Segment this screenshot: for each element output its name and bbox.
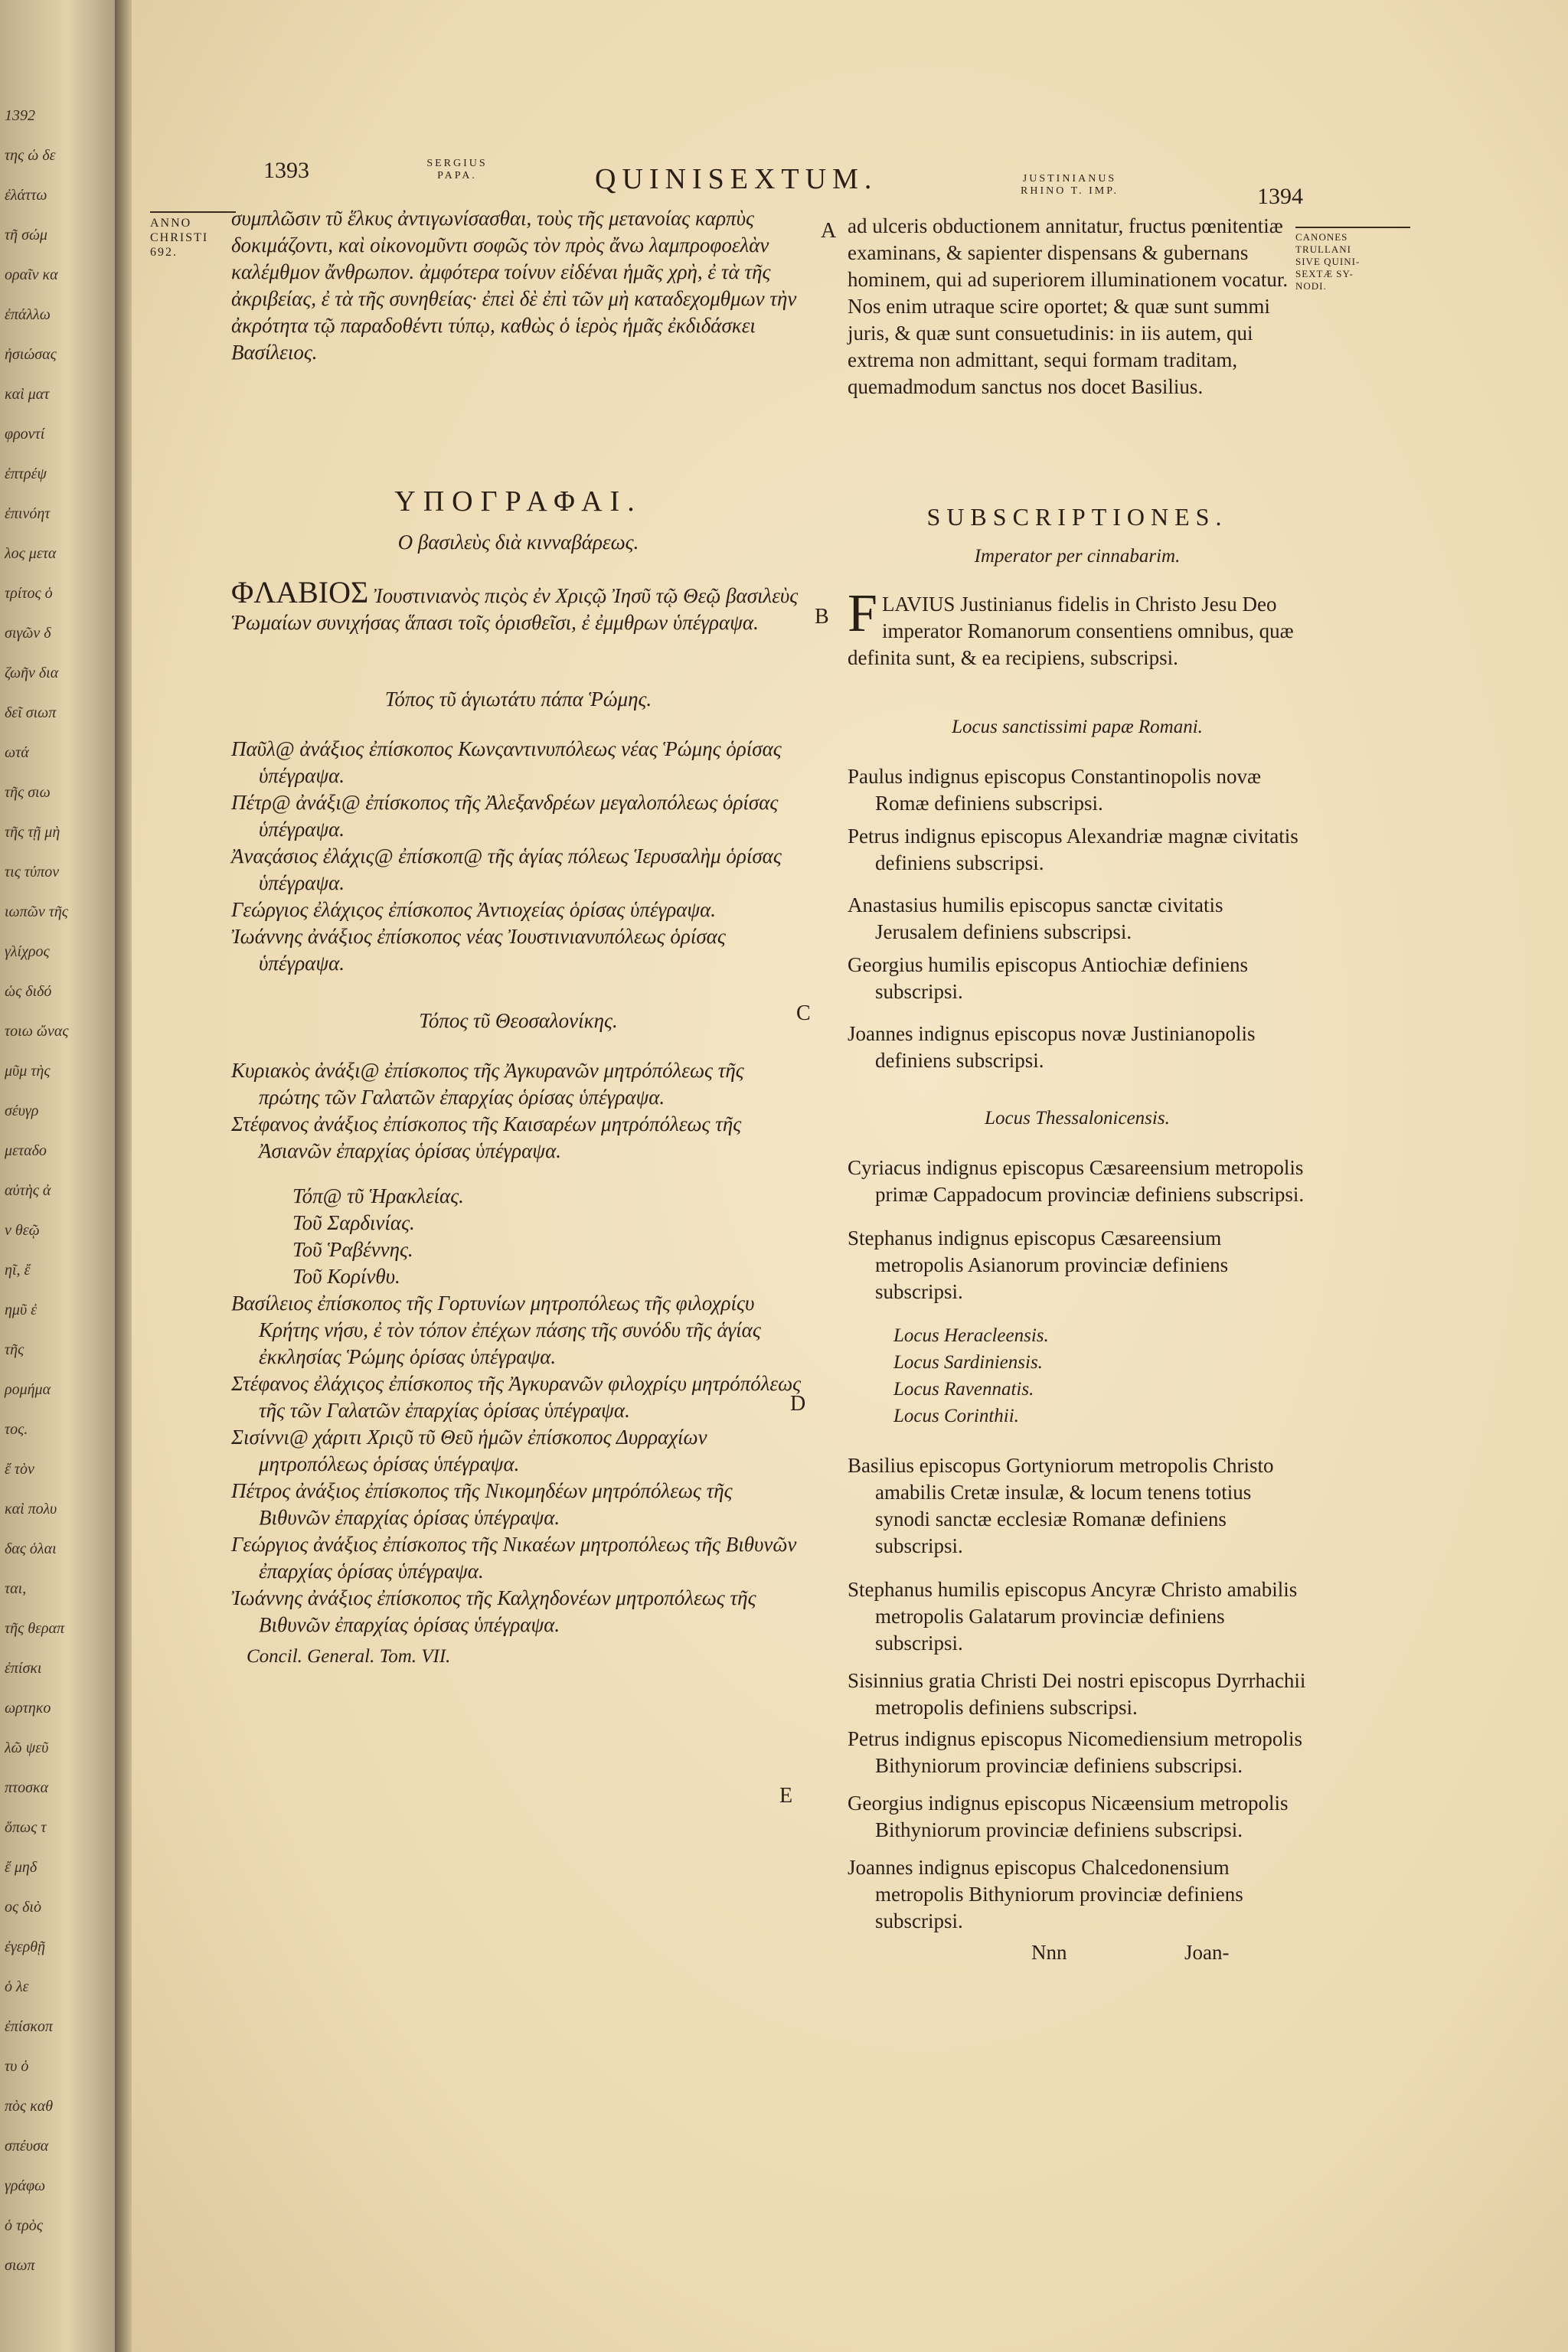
page-number-left: 1393	[263, 158, 309, 183]
gutter-fragment: οραῖν κα	[5, 266, 58, 283]
gutter-fragment: σπέυσα	[5, 2138, 49, 2154]
latin-locus-ravenna: Locus Ravennatis.	[893, 1379, 1034, 1400]
gutter-fragment: ὁ λε	[5, 1978, 29, 1995]
header-sergius	[419, 158, 495, 182]
marker-e: E	[779, 1784, 793, 1808]
signature-mark: Nnn	[1031, 1941, 1067, 1964]
gutter-fragment: τῆς θεραπ	[5, 1620, 65, 1637]
gutter-fragment: σέυγρ	[5, 1102, 39, 1119]
gutter-fragment: τις τύπον	[5, 864, 60, 880]
gutter-fragment: δεῖ σιωπ	[5, 704, 57, 721]
gutter-fragment: τῆς	[5, 1341, 24, 1358]
latin-title: SUBSCRIPTIONES.	[926, 503, 1228, 531]
latin-sub-6: Cyriacus indignus episcopus Cæsareensium metropolis primæ Cappadocum provinciæ definiens subscripsi.	[848, 1156, 1305, 1206]
header-sergius-title: PAPA.	[437, 170, 477, 181]
gutter-fragment: αὐτὴς ἀ	[5, 1182, 51, 1199]
gutter-fragment: ται,	[5, 1580, 27, 1597]
gutter-fragment: γράφω	[5, 2177, 46, 2194]
gutter-fragment: ἔ τὸν	[5, 1461, 34, 1478]
greek-sub-6: Κυριακὸς ἀνάξι@ ἐπίσκοπος τῆς Ἀγκυρανῶν μητρόπόλεως τῆς πρώτης τῶν Γαλατῶν ἐπαρχίας ὁρίσας ὑπέγραψα.	[231, 1059, 744, 1109]
greek-sub-9: Στέφανος ἐλάχιςος ἐπίσκοπος τῆς Ἀγκυρανῶν φιλοχρίςυ μητρόπόλεως τῆς τῶν Γαλατῶν ἐπαρχίας ὁρίσας ὑπέγραψα.	[231, 1372, 802, 1422]
marker-c: C	[796, 1001, 811, 1025]
greek-sub-10: Σισίννι@ χάριτι Χριςῦ τῦ Θεῦ ἡμῶν ἐπίσκοπος Δυρραχίων μητροπόλεως ὁρίσας ὑπέγραψα.	[231, 1426, 707, 1475]
gutter-fragment: τρίτος ὁ	[5, 585, 53, 602]
header-justinianus-name: JUSTINIANUS	[1022, 173, 1117, 185]
greek-sub-5: Ἰωάννης ἀνάξιος ἐπίσκοπος νέας Ἰουστινιανυπόλεως ὁρίσας ὑπέγραψα.	[231, 925, 726, 975]
book-fold	[115, 0, 132, 2352]
gutter-fragment: ρομήμα	[5, 1381, 51, 1398]
latin-sub-10: Sisinnius gratia Christi Dei nostri episcopus Dyrrhachii metropolis definiens subscripsi.	[848, 1669, 1306, 1719]
margin-rule-left	[150, 211, 236, 213]
gutter-fragment: ζωῆν δια	[5, 665, 59, 681]
gutter-fragment: σιωπ	[5, 2257, 35, 2274]
latin-sub-12: Georgius indignus episcopus Nicæensium metropolis Bithyniorum provinciæ definiens subscripsi.	[848, 1792, 1289, 1841]
gutter-fragment: ἐγερθῇ	[5, 1939, 45, 1955]
marker-b: B	[815, 605, 829, 629]
greek-subscriptions-rome	[231, 736, 805, 977]
greek-sub-1: Παῦλ@ ἀνάξιος ἐπίσκοπος Κωνςαντινυπόλεως νέας Ῥώμης ὁρίσας ὑπέγραψα.	[231, 737, 782, 787]
greek-locus-sardinia: Τοῦ Σαρδινίας.	[292, 1211, 415, 1234]
margin-anno: ANNO	[150, 217, 192, 230]
latin-sub-13: Joannes indignus episcopus Chalcedonensium metropolis Bithyniorum provinciæ definiens subscripsi.	[848, 1856, 1243, 1932]
gutter-fragment: σιγῶν δ	[5, 625, 51, 642]
gutter-fragment: γλίχρος	[5, 943, 50, 960]
greek-sub-13: Ἰωάννης ἀνάξιος ἐπίσκοπος τῆς Καλχηδονέων μητροπόλεως τῆς Βιθυνῶν ἐπαρχίας ὁρίσας ὑπέγραψα.	[231, 1586, 756, 1636]
greek-subscriptions-thess	[231, 1057, 805, 1165]
gutter-fragment: ἔ μηδ	[5, 1859, 38, 1876]
gutter-fragment: φροντί	[5, 426, 45, 443]
gutter-fragment: τοιω ὤνας	[5, 1023, 69, 1040]
gutter-fragment: μῦμ τὴς	[5, 1063, 51, 1080]
gutter-fragment: ὁ τρὸς	[5, 2217, 43, 2234]
latin-column	[848, 213, 1307, 1970]
greek-sub-8: Βασίλειος ἐπίσκοπος τῆς Γορτυνίων μητροπόλεως τῆς φιλοχρίςυ Κρήτης νήσυ, ἐ τὸν τόπον ἐπέχων πάσης τῆς συνόδυ τῆς ἁγίας ἐκκλησίας Ῥώμης ὁρίσας ὑπέγραψα.	[231, 1292, 761, 1368]
latin-sub-8: Basilius episcopus Gortyniorum metropolis Christo amabilis Cretæ insulæ, & locum tenens totius synodi sanctæ ecclesiæ Romanæ definiens subscripsi.	[848, 1454, 1274, 1557]
gutter-fragment: ἐπτρέψ	[5, 466, 47, 482]
margin-christi: CHRISTI	[150, 231, 209, 244]
margin-nodi: NODI.	[1295, 280, 1327, 292]
latin-sub-7: Stephanus indignus episcopus Cæsareensium metropolis Asianorum provinciæ definiens subscripsi.	[848, 1227, 1229, 1303]
margin-year: 692.	[150, 246, 178, 259]
gutter-fragment: τῆς τῇ μὴ	[5, 824, 60, 841]
latin-flavius-text: LAVIUS Justinianus fidelis in Christo Jesu Deo imperator Romanorum consentiens omnibus, quæ definita sunt, & ea recipiens, subscripsi.	[848, 593, 1294, 669]
latin-locus-rome: Locus sanctissimi papæ Romani.	[952, 717, 1203, 737]
greek-subscriptions-rest	[231, 1290, 805, 1638]
gutter-fragment: τῆς σιω	[5, 784, 51, 801]
gutter-fragment: τος.	[5, 1421, 28, 1438]
gutter-fragment: δας ὁλαι	[5, 1540, 57, 1557]
gutter-fragment: ἐπάλλω	[5, 306, 51, 323]
gutter-fragment: ἐπίσκοπ	[5, 2018, 53, 2035]
catchword: Joan-	[1184, 1941, 1230, 1964]
gutter-fragment: ωρτηκο	[5, 1700, 51, 1717]
gutter-fragment: 1392	[5, 107, 35, 124]
margin-sive-quini: SIVE QUINI-	[1295, 256, 1361, 267]
marker-d: D	[790, 1392, 806, 1416]
gutter-fragment: πὸς καθ	[5, 2098, 54, 2115]
latin-flavius	[848, 584, 1307, 706]
latin-locus-thess: Locus Thessalonicensis.	[985, 1108, 1170, 1129]
latin-sub-4: Georgius humilis episcopus Antiochiæ definiens subscripsi.	[848, 953, 1248, 1003]
gutter-fragment: ιωπῶν τῆς	[5, 903, 68, 920]
gutter-fragment: καὶ ματ	[5, 386, 50, 403]
latin-flavius-dropcap: F	[848, 584, 877, 643]
greek-flavios-cap: ΦΛΑΒΙΟΣ	[231, 575, 369, 609]
latin-loci-list	[848, 1322, 1307, 1429]
margin-note-year	[150, 211, 236, 260]
latin-intro: ad ulceris obductionem annitatur, fructus pœnitentiæ examinans, & sapienter dispensans & gubernans hominem, qui ad superiorem illuminationem vocatur. Nos enim utraque scire oportet; & quæ sunt summi juris, & quæ sunt consuetudinis: in iis autem, qui extrema non admittant, sequi formam traditam, quemadmodum sanctus nos docet Basilius.	[848, 214, 1289, 398]
latin-sub-1: Paulus indignus episcopus Constantinopolis novæ Romæ definiens subscripsi.	[848, 765, 1262, 815]
margin-rule-right	[1295, 227, 1410, 228]
gutter-fragment: της ὡ δε	[5, 147, 56, 164]
gutter-fragment: ωτά	[5, 744, 29, 761]
margin-trullani: TRULLANI	[1295, 243, 1351, 255]
previous-page-gutter	[0, 0, 122, 2352]
latin-sub-5: Joannes indignus episcopus novæ Justinianopolis definiens subscripsi.	[848, 1022, 1256, 1072]
gutter-fragment: πτοσκα	[5, 1779, 49, 1796]
marker-a: A	[821, 219, 837, 243]
greek-sub-12: Γεώργιος ἀνάξιος ἐπίσκοπος τῆς Νικαέων μητροπόλεως τῆς Βιθυνῶν ἐπαρχίας ὁρίσας ὑπέγραψα.	[231, 1533, 797, 1583]
gutter-fragment: μεταδο	[5, 1142, 47, 1159]
greek-title: ΥΠΟΓΡΑΦΑΙ.	[394, 485, 642, 518]
book-page	[132, 0, 1568, 2352]
gutter-fragment: τῆ σώμ	[5, 227, 47, 243]
greek-locus-thess: Τόπος τῦ Θεοσαλονίκης.	[419, 1009, 618, 1032]
margin-sextae: SEXTÆ SY-	[1295, 268, 1354, 279]
latin-sub-3: Anastasius humilis episcopus sanctæ civitatis Jerusalem definiens subscripsi.	[848, 893, 1223, 943]
latin-page-foot	[848, 1939, 1307, 1970]
gutter-fragment: ἐλάττω	[5, 187, 47, 204]
header-justinianus	[1016, 173, 1123, 198]
greek-locus-ravenna: Τοῦ Ῥαβέννης.	[292, 1238, 413, 1261]
latin-locus-sardinia: Locus Sardiniensis.	[893, 1352, 1043, 1373]
latin-subscriptions-rest	[848, 1452, 1307, 1935]
gutter-fragment: ν θεῷ	[5, 1222, 40, 1239]
greek-flavios-text: Ἰουστινιανὸς πιςὸς ἐν Χριςῷ Ἰησῦ τῷ Θεῷ βασιλεὺς Ῥωμαίων συνιχήσας ἅπασι τοῖς ὁρισθεῖσι, ἐ ἐμμθρων ὑπέγραψα.	[231, 584, 799, 634]
greek-sub-3: Ἀναςάσιος ἐλάχις@ ἐπίσκοπ@ τῆς ἁγίας πόλεως Ἱερυσαλὴμ ὁρίσας ὑπέγραψα.	[231, 844, 782, 894]
gutter-fragment: ὅπως τ	[5, 1819, 47, 1836]
latin-subscriptions-thess	[848, 1155, 1307, 1305]
greek-sub-2: Πέτρ@ ἀνάξι@ ἐπίσκοπος τῆς Ἀλεξανδρέων μεγαλοπόλεως ὁρίσας ὑπέγραψα.	[231, 791, 779, 841]
page-number-right: 1394	[1257, 184, 1303, 209]
gutter-fragment: τυ ὁ	[5, 2058, 29, 2075]
gutter-fragment: ἐπινόητ	[5, 505, 51, 522]
greek-sub-4: Γεώργιος ἐλάχιςος ἐπίσκοπος Ἀντιοχείας ὁρίσας ὑπέγραψα.	[231, 898, 717, 921]
margin-canones: CANONES	[1295, 231, 1348, 243]
gutter-fragment: ὡς διδό	[5, 983, 52, 1000]
margin-note-canones	[1295, 227, 1410, 292]
greek-column	[231, 205, 805, 1670]
greek-loci-list	[231, 1183, 805, 1290]
header-sergius-name: SERGIUS	[426, 158, 488, 169]
greek-sub-7: Στέφανος ἀνάξιος ἐπίσκοπος τῆς Καισαρέων μητρόπόλεως τῆς Ἀσιανῶν ἐπαρχίας ὁρίσας ὑπέγραψα.	[231, 1112, 742, 1162]
gutter-fragment: ηῖ, ἔ	[5, 1262, 31, 1279]
gutter-fragment: ος διὸ	[5, 1899, 41, 1916]
latin-locus-corinth: Locus Corinthii.	[893, 1406, 1019, 1426]
greek-intro: συμπλῶσιν τῦ ἕλκυς ἀντιγωνίσασθαι, τοὺς τῆς μετανοίας καρπὺς δοκιμάζοντι, καὶ οἰκονομῦντι σοφῶς τὸν πρὸς ἄνω λαμπροφοελὰν καλέμθμον ἄνθρωπον. ἀμφότερα τοίνυν εἰδέναι ἡμᾶς χρὴ, ἐ τὰ τῆς ἀκριβείας, ἐ τὰ τῆς συνηθείας· ἐπεὶ δὲ ἐπὶ τῶν μὴ καταδεχομθμων τὴν ἀκρότητα τῷ παραδοθέντι τύπῳ, καθὼς ὁ ἱερὸς ἡμᾶς ἐκδιδάσκει Βασίλειος.	[231, 207, 797, 364]
gutter-fragment: λῶ ψεῦ	[5, 1740, 49, 1756]
gutter-fragment: λος μετα	[5, 545, 57, 562]
greek-locus-rome: Τόπος τῦ ἁγιωτάτυ πάπα Ῥώμης.	[384, 688, 652, 710]
latin-sub-11: Petrus indignus episcopus Nicomediensium metropolis Bithyniorum provinciæ definiens subscripsi.	[848, 1727, 1302, 1777]
gutter-fragment: καὶ πολυ	[5, 1501, 57, 1517]
greek-footer: Concil. General. Tom. VII.	[247, 1646, 451, 1667]
greek-locus-heraclea: Τόπ@ τῦ Ἡρακλείας.	[292, 1184, 464, 1207]
gutter-fragment: ἠσιώσας	[5, 346, 57, 363]
latin-sub-2: Petrus indignus episcopus Alexandriæ magnæ civitatis definiens subscripsi.	[848, 825, 1298, 874]
latin-sub-9: Stephanus humilis episcopus Ancyræ Christo amabilis metropolis Galatarum provinciæ definiens subscripsi.	[848, 1578, 1298, 1655]
greek-flavios	[231, 575, 805, 671]
gutter-fragment: ημῦ ἐ	[5, 1302, 38, 1318]
greek-sub-11: Πέτρος ἀνάξιος ἐπίσκοπος τῆς Νικομηδέων μητρόπόλεως τῆς Βιθυνῶν ἐπαρχίας ὁρίσας ὑπέγραψα.	[231, 1479, 733, 1529]
latin-subtitle: Imperator per cinnabarim.	[974, 546, 1181, 567]
greek-subtitle: Ο βασιλεὺς διὰ κινναβάρεως.	[397, 531, 639, 554]
latin-locus-heraclea: Locus Heracleensis.	[893, 1325, 1049, 1346]
header-justinianus-title: RHINO T. IMP.	[1021, 185, 1119, 197]
greek-locus-corinth: Τοῦ Κορίνθυ.	[292, 1265, 400, 1288]
latin-subscriptions-rome	[848, 763, 1307, 1074]
gutter-fragment: ἐπίσκι	[5, 1660, 42, 1677]
page-title: QUINISEXTUM.	[595, 163, 878, 195]
